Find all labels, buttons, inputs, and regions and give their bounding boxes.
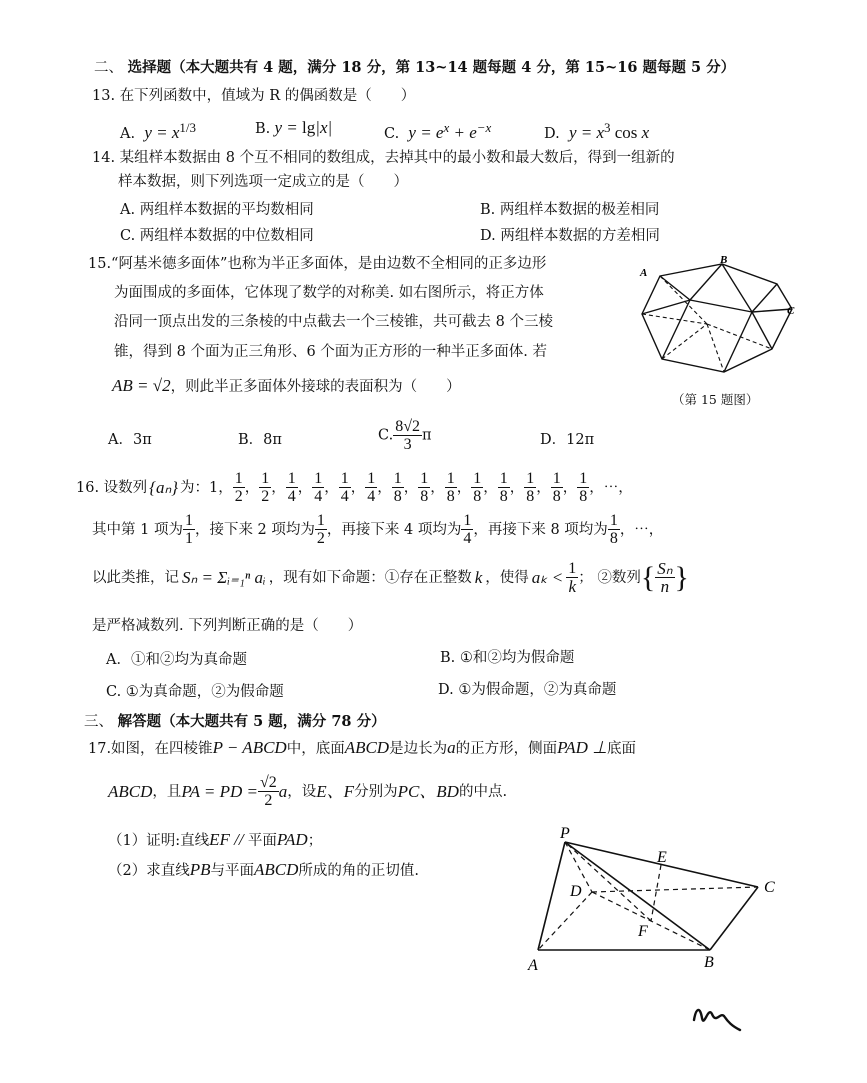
- section-3-title: 解答题（本大题共有 5 题，满分 78 分）: [117, 713, 386, 730]
- section-2-num: 二、: [94, 60, 123, 76]
- q14-option-b[interactable]: B. 两组样本数据的极差相同: [480, 202, 660, 218]
- q17-part2: （2）求直线PB与平面ABCD所成的角的正切值.: [108, 860, 420, 879]
- q15-line5: [112, 376, 461, 397]
- q15-figure-caption: （第 15 题图）: [672, 392, 759, 407]
- q13-stem: 13. 在下列函数中，值域为 R 的偶函数是（ ）: [92, 88, 416, 104]
- q15-label-a: A: [640, 267, 648, 279]
- q16-term-fraction: $\frac{1}{8}$: [473, 470, 482, 505]
- q16-term-fraction: $\frac{1}{4}$: [287, 470, 296, 505]
- section-2-title: 选择题（本大题共有 4 题，满分 18 分，第 13~14 题每题 4 分，第 15~16 题每题 5 分）: [127, 59, 736, 76]
- section-3-heading: [84, 712, 386, 732]
- q14-option-a[interactable]: A. 两组样本数据的平均数相同: [120, 202, 314, 218]
- q17-label-p: P: [560, 825, 570, 842]
- q17-label-d: D: [570, 883, 582, 900]
- q17-label-c: C: [764, 879, 775, 896]
- q15-option-a[interactable]: A．3π: [108, 432, 152, 448]
- q13-option-d[interactable]: D. $y = x^3$ cos x: [544, 120, 650, 142]
- q14-option-d[interactable]: D. 两组样本数据的方差相同: [480, 228, 660, 244]
- q16-term-fraction: $\frac{1}{2}$: [261, 470, 270, 505]
- q15-label-b: B: [720, 254, 728, 266]
- q16-term-fraction: $\frac{1}{8}$: [526, 470, 535, 505]
- q16-term-fraction: $\frac{1}{8}$: [579, 470, 588, 505]
- q13-option-a[interactable]: A. $y = x^{1/3}$: [120, 120, 197, 142]
- q16-option-a[interactable]: A．①和②均为真命题: [106, 652, 247, 668]
- q15-line1: 15.“阿基米德多面体”也称为半正多面体，是由边数不全相同的正多边形: [88, 256, 547, 272]
- q17-label-f: F: [638, 923, 648, 940]
- q16-term-fraction: $\frac{1}{4}$: [340, 470, 349, 505]
- q16-option-b[interactable]: B. ①和②均为假命题: [440, 650, 575, 666]
- q16-sum-expression: Sₙ = Σᵢ₌₁ⁿ aᵢ: [182, 567, 266, 587]
- q16-terms: $\frac{1}{2}$ ， $\frac{1}{2}$ ， $\frac{1}{4}$ ， $\frac{1}{4}$ ， $\frac{1}{4}$ ， $\frac{1}{4}$ ， $\frac{1}{8}$ ， $\frac{1}{8}$ ， $\frac{1}{8}$ ， $\frac{1}{8}$ ， $\frac{1}{8}$ ， $\frac{1}{8}$ ， $\frac{1}{8}$ ， $\frac{1}{8}$: [234, 470, 588, 505]
- q15-line4: 锥，得到 8 个面为正三角形、6 个面为正方形的一种半正多面体. 若: [114, 344, 547, 360]
- q14-line2: 样本数据，则下列选项一定成立的是（ ）: [118, 174, 408, 190]
- q15-ab-expression: AB = √2: [112, 376, 171, 395]
- q17-label-a: A: [528, 957, 538, 974]
- q17-line2: ABCD ，且 PA = PD = $\frac{√2}{2}$ a ，设 E、F 分别为 PC、BD 的中点.: [108, 774, 508, 809]
- q16-term-fraction: $\frac{1}{8}$: [499, 470, 508, 505]
- q16-option-c[interactable]: C. ①为真命题，②为假命题: [106, 684, 284, 700]
- handwritten-scribble: [690, 1000, 750, 1036]
- q16-term-fraction: $\frac{1}{4}$: [314, 470, 323, 505]
- q16-line4: 是严格减数列. 下列判断正确的是（ ）: [92, 618, 363, 634]
- q16-term-fraction: $\frac{1}{8}$: [552, 470, 561, 505]
- q15-option-b[interactable]: B．8π: [238, 432, 282, 448]
- q13-option-b[interactable]: B. y = lg|x|: [255, 118, 333, 137]
- q15-line5-text: ，则此半正多面体外接球的表面积为（ ）: [170, 379, 461, 395]
- q16-line3: 以此类推，记 Sₙ = Σᵢ₌₁ⁿ aᵢ ，现有如下命题：①存在正整数 k ，使得 aₖ < $\frac{1}{k}$ ； ②数列 { $\frac{\text{Sₙ}}{n}$ }: [92, 559, 689, 596]
- q16-term-fraction: $\frac{1}{2}$: [234, 470, 243, 505]
- q16-term-fraction: $\frac{1}{4}$: [367, 470, 376, 505]
- q17-line1: 17.如图，在四棱锥P − ABCD中，底面ABCD是边长为a的正方形，侧面PAD ⊥底面: [88, 738, 637, 757]
- q17-pyramid-figure: [520, 822, 790, 982]
- q15-polyhedron-figure: [632, 254, 802, 384]
- q14-line1: 14. 某组样本数据由 8 个互不相同的数组成，去掉其中的最小数和最大数后，得到一组新的: [92, 150, 675, 166]
- q17-label-e: E: [657, 849, 667, 866]
- q15-label-c: C: [787, 305, 795, 317]
- q14-option-c[interactable]: C. 两组样本数据的中位数相同: [120, 228, 314, 244]
- q15-line3: 沿同一顶点出发的三条棱的中点截去一个三棱锥，共可截去 8 个三棱: [114, 314, 553, 330]
- q16-term-fraction: $\frac{1}{8}$: [420, 470, 429, 505]
- section-2-heading: [94, 58, 735, 78]
- q16-line1: 16. 设数列 {aₙ} 为：1， $\frac{1}{2}$ ， $\frac{1}{2}$ ， $\frac{1}{4}$ ， $\frac{1}{4}$ ， $\frac{1}{4}$ ， $\frac{1}{4}$ ， $\frac{1}{8}$ ， $\frac{1}{8}$ ， $\frac{1}{8}$ ， $\frac{1}{8}$ ， $\frac{1}{8}$ ， $\frac{1}{8}$ ， $\frac{1}{8}$ ， $\frac{1}{8}$ ，⋯，: [76, 470, 633, 505]
- q16-option-d[interactable]: D. ①为假命题，②为真命题: [438, 682, 617, 698]
- q16-term-fraction: $\frac{1}{8}$: [393, 470, 402, 505]
- q15-option-c[interactable]: C. $\frac{8√2}{3}$ π: [378, 418, 432, 453]
- q15-line2: 为面围成的多面体，它体现了数学的对称美. 如右图所示，将正方体: [114, 285, 544, 301]
- q17-part1: （1）证明:直线EF // 平面PAD；: [108, 830, 323, 849]
- q16-term-fraction: $\frac{1}{8}$: [446, 470, 455, 505]
- q16-sequence: {aₙ}: [149, 477, 179, 497]
- q13-option-c[interactable]: C. $y = e^x + e^{-x}$: [384, 120, 492, 142]
- q17-label-b: B: [704, 954, 714, 971]
- q16-line2: 其中第 1 项为 $\frac{1}{1}$ ，接下来 2 项均为 $\frac{1}{2}$ ，再接下来 4 项均为 $\frac{1}{4}$ ，再接下来 8 项均为 $\frac{1}{8}$ ，⋯，: [92, 512, 664, 547]
- q15-option-d[interactable]: D．12π: [540, 432, 595, 448]
- section-3-num: 三、: [84, 714, 113, 730]
